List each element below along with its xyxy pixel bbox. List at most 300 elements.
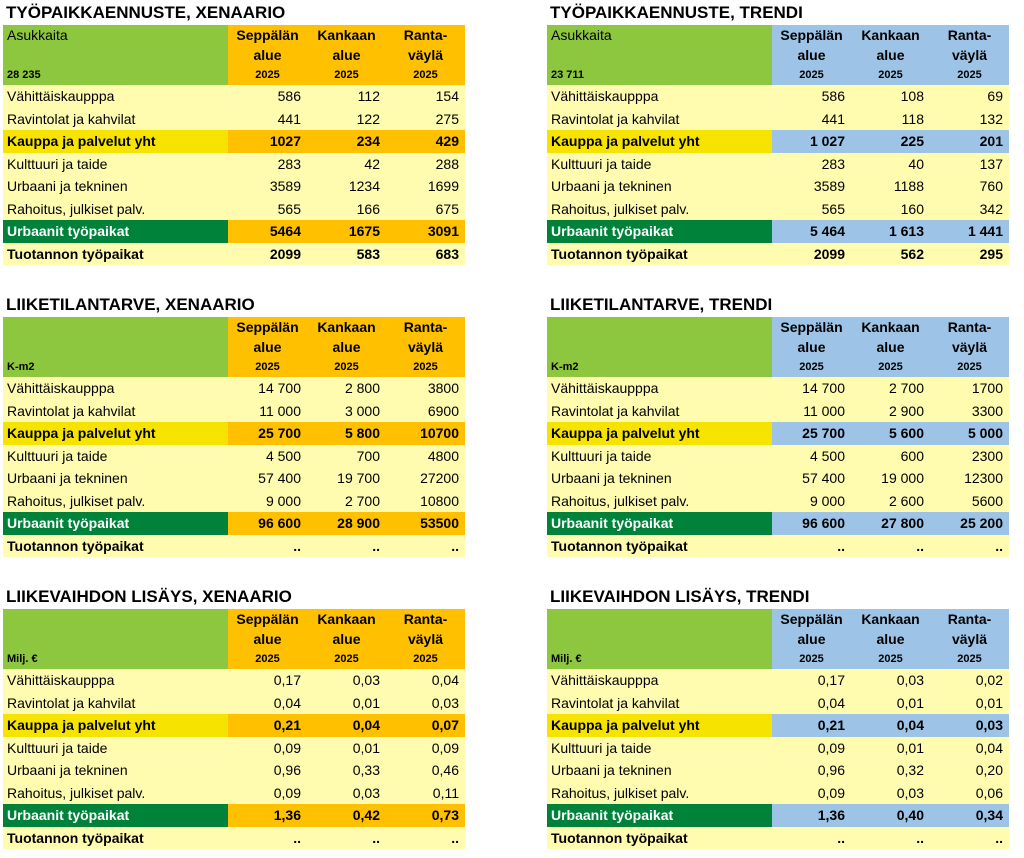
table-row [3, 490, 465, 513]
cell-value: 3300 [930, 400, 1009, 423]
row-label: Vähittäiskaupppa [547, 85, 772, 108]
table-row [3, 467, 465, 490]
table-row [3, 243, 465, 266]
col-header-kankaan: Kankaan [851, 25, 930, 45]
row-label: Rahoitus, julkiset palv. [3, 782, 228, 805]
cell-value: 9 000 [228, 490, 307, 513]
cell-value: 4800 [386, 445, 465, 468]
cell-value: 0,11 [386, 782, 465, 805]
cell-value: .. [930, 827, 1009, 850]
year-label: 2025 [930, 65, 1009, 85]
cell-value: 5600 [930, 490, 1009, 513]
cell-value: 0,73 [386, 804, 465, 827]
cell-value: 288 [386, 153, 465, 176]
row-label: Kulttuuri ja taide [3, 737, 228, 760]
col-header-ranta-2: väylä [930, 45, 1009, 65]
table-block [3, 1, 470, 265]
table-row [547, 445, 1009, 468]
row-label: Vähittäiskaupppa [547, 669, 772, 692]
cell-value: 0,04 [307, 714, 386, 737]
col-header-seppala: Seppälän [772, 609, 851, 629]
table-row [3, 220, 465, 243]
cell-value: .. [386, 827, 465, 850]
cell-value: 118 [851, 108, 930, 131]
table-title: TYÖPAIKKAENNUSTE, TRENDI [550, 3, 803, 22]
cell-value: 1700 [930, 377, 1009, 400]
table-row [3, 782, 465, 805]
row-label: Urbaani ja tekninen [547, 759, 772, 782]
row-label: Kulttuuri ja taide [547, 153, 772, 176]
cell-value: 57 400 [772, 467, 851, 490]
table-row [547, 400, 1009, 423]
data-table [547, 317, 1009, 557]
row-label: Kauppa ja palvelut yht [547, 130, 772, 153]
table-row [3, 535, 465, 558]
data-table [3, 609, 465, 849]
col-header-seppala: Seppälän [228, 609, 307, 629]
col-header-kankaan-2: alue [307, 45, 386, 65]
cell-value: 562 [851, 243, 930, 266]
cell-value: 122 [307, 108, 386, 131]
table-row [547, 535, 1009, 558]
row-label: Urbaani ja tekninen [547, 467, 772, 490]
year-label: 2025 [307, 649, 386, 669]
year-label: 2025 [930, 357, 1009, 377]
data-table [547, 25, 1009, 265]
data-table [3, 317, 465, 557]
cell-value: 19 000 [851, 467, 930, 490]
table-row [547, 108, 1009, 131]
row-label: Urbaanit työpaikat [547, 804, 772, 827]
year-label: 2025 [772, 357, 851, 377]
row-label: Ravintolat ja kahvilat [547, 400, 772, 423]
year-label: 2025 [228, 649, 307, 669]
cell-value: 225 [851, 130, 930, 153]
row-label: Ravintolat ja kahvilat [3, 400, 228, 423]
year-label: 2025 [228, 357, 307, 377]
col-header-kankaan-2: alue [851, 629, 930, 649]
year-label: 2025 [930, 649, 1009, 669]
cell-value: 0,02 [930, 669, 1009, 692]
table-row [3, 445, 465, 468]
cell-value: 0,33 [307, 759, 386, 782]
row-label: Rahoitus, julkiset palv. [3, 490, 228, 513]
col-header-kankaan-2: alue [851, 45, 930, 65]
cell-value: 0,06 [930, 782, 1009, 805]
table-row [547, 714, 1009, 737]
table-row [3, 512, 465, 535]
row-label: Urbaanit työpaikat [547, 512, 772, 535]
table-row [547, 737, 1009, 760]
col-header-ranta: Ranta- [930, 317, 1009, 337]
col-header-seppala: Seppälän [772, 317, 851, 337]
table-row [3, 153, 465, 176]
cell-value: .. [386, 535, 465, 558]
cell-value: 96 600 [228, 512, 307, 535]
col-header-seppala-2: alue [228, 45, 307, 65]
cell-value: 28 900 [307, 512, 386, 535]
row-label: Urbaanit työpaikat [3, 512, 228, 535]
unit-label: K-m2 [547, 357, 772, 377]
table-row [547, 804, 1009, 827]
year-label: 2025 [386, 65, 465, 85]
table-row [547, 490, 1009, 513]
cell-value: 683 [386, 243, 465, 266]
cell-value: 1699 [386, 175, 465, 198]
cell-value: 154 [386, 85, 465, 108]
cell-value: .. [307, 535, 386, 558]
row-label: Kulttuuri ja taide [547, 445, 772, 468]
table-row [547, 692, 1009, 715]
cell-value: 0,04 [772, 692, 851, 715]
cell-value: 9 000 [772, 490, 851, 513]
cell-value: 565 [772, 198, 851, 221]
cell-value: 108 [851, 85, 930, 108]
cell-value: 700 [307, 445, 386, 468]
unit-label: 23 711 [547, 65, 772, 85]
row-label: Urbaanit työpaikat [547, 220, 772, 243]
table-row [3, 108, 465, 131]
row-label: Kulttuuri ja taide [547, 737, 772, 760]
row-label: Urbaanit työpaikat [3, 804, 228, 827]
cell-value: 295 [930, 243, 1009, 266]
cell-value: 42 [307, 153, 386, 176]
row-label: Rahoitus, julkiset palv. [547, 490, 772, 513]
table-row [547, 377, 1009, 400]
table-row [547, 198, 1009, 221]
row-label: Ravintolat ja kahvilat [3, 108, 228, 131]
table-row [547, 243, 1009, 266]
row-label: Tuotannon työpaikat [3, 827, 228, 850]
table-row [3, 400, 465, 423]
cell-value: 12300 [930, 467, 1009, 490]
table-row [3, 422, 465, 445]
table-title: LIIKETILANTARVE, TRENDI [550, 295, 773, 314]
year-label: 2025 [228, 65, 307, 85]
cell-value: 0,96 [228, 759, 307, 782]
cell-value: 201 [930, 130, 1009, 153]
col-header-seppala: Seppälän [228, 25, 307, 45]
row-label: Vähittäiskaupppa [3, 377, 228, 400]
col-header-kankaan-2: alue [307, 337, 386, 357]
table-row [3, 175, 465, 198]
cell-value: 283 [228, 153, 307, 176]
cell-value: 1 613 [851, 220, 930, 243]
cell-value: 0,96 [772, 759, 851, 782]
cell-value: .. [851, 535, 930, 558]
table-row [3, 759, 465, 782]
cell-value: 27200 [386, 467, 465, 490]
cell-value: 0,03 [851, 669, 930, 692]
row-label: Vähittäiskaupppa [3, 85, 228, 108]
row-label: Vähittäiskaupppa [547, 377, 772, 400]
col-header-ranta-2: väylä [386, 337, 465, 357]
cell-value: 19 700 [307, 467, 386, 490]
table-row [547, 175, 1009, 198]
row-label: Kulttuuri ja taide [3, 445, 228, 468]
cell-value: 3800 [386, 377, 465, 400]
cell-value: 96 600 [772, 512, 851, 535]
cell-value: 6900 [386, 400, 465, 423]
row-label: Tuotannon työpaikat [547, 243, 772, 266]
col-header-ranta: Ranta- [930, 609, 1009, 629]
cell-value: 5 464 [772, 220, 851, 243]
table-title: TYÖPAIKKAENNUSTE, XENAARIO [6, 3, 286, 22]
cell-value: 0,42 [307, 804, 386, 827]
col-header-ranta: Ranta- [386, 609, 465, 629]
cell-value: 40 [851, 153, 930, 176]
cell-value: 132 [930, 108, 1009, 131]
cell-value: 0,46 [386, 759, 465, 782]
data-table [3, 25, 465, 265]
cell-value: 2 900 [851, 400, 930, 423]
cell-value: 0,01 [851, 737, 930, 760]
col-header-ranta-2: väylä [386, 45, 465, 65]
year-label: 2025 [386, 357, 465, 377]
cell-value: 0,03 [386, 692, 465, 715]
table-row [547, 782, 1009, 805]
col-header-kankaan: Kankaan [851, 609, 930, 629]
col-header-seppala: Seppälän [772, 25, 851, 45]
table-row [547, 220, 1009, 243]
cell-value: 2 700 [851, 377, 930, 400]
unit-label-top [547, 609, 772, 629]
table-row [547, 827, 1009, 850]
row-label: Rahoitus, julkiset palv. [3, 198, 228, 221]
cell-value: 0,03 [307, 669, 386, 692]
row-label: Vähittäiskaupppa [3, 669, 228, 692]
cell-value: 0,04 [851, 714, 930, 737]
cell-value: 583 [307, 243, 386, 266]
col-header-seppala-2: alue [772, 337, 851, 357]
data-table [547, 609, 1009, 849]
cell-value: 10700 [386, 422, 465, 445]
cell-value: 0,17 [228, 669, 307, 692]
unit-label: 28 235 [3, 65, 228, 85]
cell-value: .. [228, 535, 307, 558]
year-label: 2025 [851, 357, 930, 377]
row-label: Ravintolat ja kahvilat [547, 692, 772, 715]
cell-value: 429 [386, 130, 465, 153]
table-row [3, 827, 465, 850]
row-label: Urbaanit työpaikat [3, 220, 228, 243]
table-row [547, 153, 1009, 176]
table-row [547, 130, 1009, 153]
cell-value: .. [772, 827, 851, 850]
cell-value: 675 [386, 198, 465, 221]
row-label: Urbaani ja tekninen [3, 175, 228, 198]
unit-label-top [547, 317, 772, 337]
col-header-kankaan: Kankaan [851, 317, 930, 337]
cell-value: 0,09 [772, 737, 851, 760]
cell-value: 0,09 [228, 737, 307, 760]
cell-value: 3589 [772, 175, 851, 198]
cell-value: 0,04 [930, 737, 1009, 760]
row-label: Ravintolat ja kahvilat [547, 108, 772, 131]
cell-value: 0,01 [307, 692, 386, 715]
cell-value: 0,03 [930, 714, 1009, 737]
cell-value: 0,03 [307, 782, 386, 805]
table-title: LIIKETILANTARVE, XENAARIO [6, 295, 255, 314]
table-row [547, 669, 1009, 692]
cell-value: 25 200 [930, 512, 1009, 535]
year-label: 2025 [307, 357, 386, 377]
cell-value: 1 441 [930, 220, 1009, 243]
cell-value: 5 600 [851, 422, 930, 445]
col-header-ranta-2: väylä [930, 337, 1009, 357]
cell-value: 69 [930, 85, 1009, 108]
table-row [547, 759, 1009, 782]
cell-value: 57 400 [228, 467, 307, 490]
cell-value: 0,21 [228, 714, 307, 737]
table-block [547, 293, 1014, 557]
cell-value: 275 [386, 108, 465, 131]
unit-label-top [3, 317, 228, 337]
cell-value: 53500 [386, 512, 465, 535]
year-label: 2025 [772, 649, 851, 669]
cell-value: 25 700 [772, 422, 851, 445]
table-row [3, 714, 465, 737]
row-label: Kauppa ja palvelut yht [547, 714, 772, 737]
cell-value: 11 000 [228, 400, 307, 423]
cell-value: 586 [228, 85, 307, 108]
cell-value: 166 [307, 198, 386, 221]
cell-value: 1 027 [772, 130, 851, 153]
cell-value: 0,04 [228, 692, 307, 715]
cell-value: 0,34 [930, 804, 1009, 827]
table-row [547, 467, 1009, 490]
year-label: 2025 [851, 65, 930, 85]
col-header-kankaan: Kankaan [307, 317, 386, 337]
cell-value: 0,03 [851, 782, 930, 805]
row-label: Kauppa ja palvelut yht [3, 422, 228, 445]
cell-value: 14 700 [772, 377, 851, 400]
cell-value: 0,17 [772, 669, 851, 692]
cell-value: 2300 [930, 445, 1009, 468]
row-label: Kauppa ja palvelut yht [547, 422, 772, 445]
cell-value: 11 000 [772, 400, 851, 423]
row-label: Urbaani ja tekninen [3, 759, 228, 782]
row-label: Urbaani ja tekninen [3, 467, 228, 490]
col-header-seppala: Seppälän [228, 317, 307, 337]
cell-value: 0,20 [930, 759, 1009, 782]
cell-value: 137 [930, 153, 1009, 176]
cell-value: 10800 [386, 490, 465, 513]
cell-value: 25 700 [228, 422, 307, 445]
cell-value: 160 [851, 198, 930, 221]
cell-value: 4 500 [228, 445, 307, 468]
year-label: 2025 [386, 649, 465, 669]
cell-value: 0,09 [228, 782, 307, 805]
cell-value: 565 [228, 198, 307, 221]
cell-value: 0,21 [772, 714, 851, 737]
cell-value: 441 [772, 108, 851, 131]
cell-value: 2099 [228, 243, 307, 266]
table-block [547, 1, 1014, 265]
cell-value: .. [851, 827, 930, 850]
col-header-kankaan-2: alue [307, 629, 386, 649]
cell-value: 2 800 [307, 377, 386, 400]
cell-value: 1,36 [228, 804, 307, 827]
col-header-ranta: Ranta- [386, 25, 465, 45]
year-label: 2025 [851, 649, 930, 669]
col-header-kankaan-2: alue [851, 337, 930, 357]
col-header-ranta-2: väylä [386, 629, 465, 649]
table-row [3, 692, 465, 715]
cell-value: 283 [772, 153, 851, 176]
cell-value: 2 600 [851, 490, 930, 513]
cell-value: .. [228, 827, 307, 850]
row-label: Tuotannon työpaikat [547, 535, 772, 558]
cell-value: 27 800 [851, 512, 930, 535]
cell-value: .. [772, 535, 851, 558]
unit-label-top: Asukkaita [3, 25, 228, 45]
cell-value: 1,36 [772, 804, 851, 827]
col-header-seppala-2: alue [228, 337, 307, 357]
cell-value: .. [307, 827, 386, 850]
cell-value: .. [930, 535, 1009, 558]
row-label: Urbaani ja tekninen [547, 175, 772, 198]
row-label: Kulttuuri ja taide [3, 153, 228, 176]
col-header-kankaan: Kankaan [307, 25, 386, 45]
cell-value: 4 500 [772, 445, 851, 468]
table-row [3, 198, 465, 221]
table-row [3, 804, 465, 827]
table-block [3, 585, 470, 849]
unit-label: Milj. € [547, 649, 772, 669]
table-row [3, 130, 465, 153]
row-label: Kauppa ja palvelut yht [3, 714, 228, 737]
unit-label-top: Asukkaita [547, 25, 772, 45]
table-block [547, 585, 1014, 849]
cell-value: 5 000 [930, 422, 1009, 445]
col-header-seppala-2: alue [772, 629, 851, 649]
row-label: Kauppa ja palvelut yht [3, 130, 228, 153]
cell-value: 3 000 [307, 400, 386, 423]
cell-value: 0,01 [930, 692, 1009, 715]
table-row [547, 85, 1009, 108]
cell-value: 0,07 [386, 714, 465, 737]
col-header-seppala-2: alue [228, 629, 307, 649]
unit-label: K-m2 [3, 357, 228, 377]
row-label: Ravintolat ja kahvilat [3, 692, 228, 715]
cell-value: 0,04 [386, 669, 465, 692]
cell-value: 234 [307, 130, 386, 153]
cell-value: 2 700 [307, 490, 386, 513]
unit-label-top [3, 609, 228, 629]
cell-value: 600 [851, 445, 930, 468]
row-label: Tuotannon työpaikat [3, 535, 228, 558]
cell-value: 0,09 [386, 737, 465, 760]
cell-value: 0,09 [772, 782, 851, 805]
cell-value: 3091 [386, 220, 465, 243]
cell-value: 112 [307, 85, 386, 108]
table-row [3, 737, 465, 760]
col-header-seppala-2: alue [772, 45, 851, 65]
col-header-ranta: Ranta- [386, 317, 465, 337]
col-header-ranta: Ranta- [930, 25, 1009, 45]
cell-value: 3589 [228, 175, 307, 198]
cell-value: 342 [930, 198, 1009, 221]
row-label: Tuotannon työpaikat [547, 827, 772, 850]
col-header-kankaan: Kankaan [307, 609, 386, 629]
row-label: Rahoitus, julkiset palv. [547, 782, 772, 805]
cell-value: 0,40 [851, 804, 930, 827]
unit-label: Milj. € [3, 649, 228, 669]
table-row [3, 85, 465, 108]
cell-value: 5 800 [307, 422, 386, 445]
table-row [3, 377, 465, 400]
